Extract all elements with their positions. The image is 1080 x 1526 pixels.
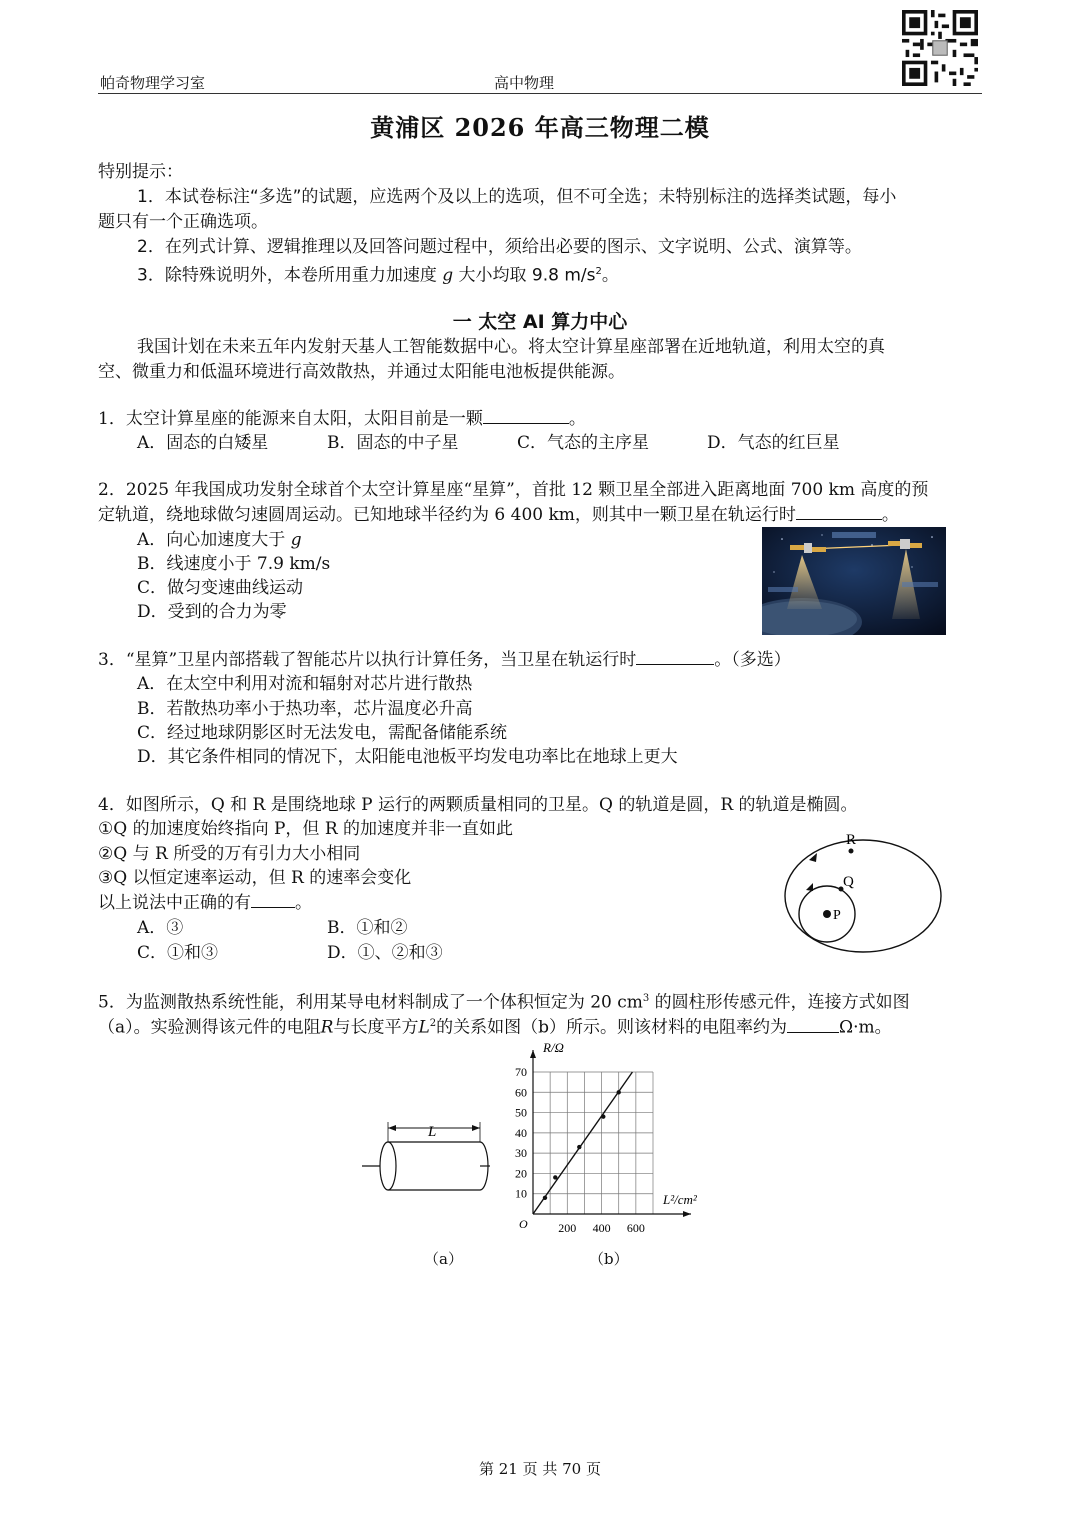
y-tick-label: 60 <box>515 1085 527 1100</box>
q4-statement-3: ③Q 以恒定速率运动，但 R 的速率会变化 <box>98 868 412 888</box>
fig-b-caption: （b） <box>589 1250 629 1268</box>
orbit-diagram <box>775 826 945 956</box>
q4-statement-1: ①Q 的加速度始终指向 P，但 R 的加速度并非一直如此 <box>98 819 514 839</box>
q1-stem: 1．太空计算星座的能源来自太阳，太阳目前是一颗 。 <box>98 409 586 429</box>
q4-statement-2: ②Q 与 R 所受的万有引力大小相同 <box>98 844 361 864</box>
q3-option-d: D．其它条件相同的情况下，太阳能电池板平均发电功率比在地球上更大 <box>137 747 678 767</box>
satellite-illustration <box>762 527 946 635</box>
header-rule <box>98 93 982 94</box>
q4-option-a: A．③ <box>137 918 184 938</box>
q3-option-b: B．若散热功率小于热功率，芯片温度必升高 <box>137 699 473 719</box>
label-p: P <box>833 908 841 923</box>
q2-option-a: A．向心加速度大于 g <box>137 530 302 550</box>
q2-option-d: D．受到的合力为零 <box>137 602 287 622</box>
q4-option-c: C．①和③ <box>137 943 219 963</box>
planet-p <box>823 910 831 918</box>
data-point <box>543 1196 547 1200</box>
notice-item-1a: 1．本试卷标注“多选”的试题，应选两个及以上的选项，但不可全选；未特别标注的选择类试题，每小 <box>137 187 897 207</box>
q4-stem: 4．如图所示，Q 和 R 是围绕地球 P 运行的两颗质量相同的卫星。Q 的轨道是圆，R 的轨道是椭圆。 <box>98 795 858 815</box>
q3-option-c: C．经过地球阴影区时无法发电，需配备储能系统 <box>137 723 508 743</box>
y-axis-arrow <box>530 1050 536 1058</box>
q5-stem-a: 5．为监测散热系统性能，利用某导电材料制成了一个体积恒定为 20 $cm^3$ 的圆柱形传感元件，连接方式如图 <box>98 992 910 1013</box>
header-center: 高中物理 <box>494 74 555 92</box>
notice-item-2: 2．在列式计算、逻辑推理以及回答问题过程中，须给出必要的图示、文字说明、公式、演算等。 <box>137 237 862 257</box>
data-point <box>553 1175 557 1179</box>
page-footer: 第 21 页 共 70 页 <box>478 1460 601 1478</box>
orbit-q-arrow <box>806 883 813 891</box>
x-axis-arrow <box>683 1211 691 1217</box>
x-tick-label: 600 <box>626 1221 645 1235</box>
data-point <box>601 1114 605 1118</box>
y-tick-label: 20 <box>515 1166 527 1181</box>
satellite-r <box>849 849 854 854</box>
y-tick-label: 40 <box>515 1125 527 1140</box>
q1-option-c: C．气态的主序星 <box>517 433 650 453</box>
q2-stem-a: 2．2025 年我国成功发射全球首个太空计算星座“星算”，首批 12 颗卫星全部进入距离地面 700 km 高度的预 <box>98 480 929 500</box>
notice-heading: 特别提示： <box>98 162 183 182</box>
fig-a-caption: （a） <box>424 1250 463 1268</box>
resistance-chart <box>500 1036 730 1242</box>
origin-label: O <box>519 1217 528 1231</box>
q1-option-a: A．固态的白矮星 <box>137 433 269 453</box>
q2-option-b: B．线速度小于 7.9 km/s <box>137 554 331 574</box>
data-point <box>617 1090 621 1094</box>
cylinder-diagram <box>360 1118 490 1194</box>
q5-stem-b: （a）。实验测得该元件的电阻R与长度平方$L^2$的关系如图（b）所示。则该材料的电阻率约为 Ω·m。 <box>98 1017 892 1038</box>
header-left: 帕奇物理学习室 <box>100 74 206 92</box>
page-title: 黄浦区 2026 年高三物理二模 <box>370 113 710 142</box>
q3-option-a: A．在太空中利用对流和辐射对芯片进行散热 <box>137 674 473 694</box>
label-r: R <box>846 832 857 848</box>
q1-option-d: D．气态的红巨星 <box>707 433 840 453</box>
q1-option-b: B．固态的中子星 <box>327 433 459 453</box>
y-tick-label: 70 <box>515 1065 527 1079</box>
x-axis-label: L²/cm² <box>663 1192 697 1207</box>
y-axis-label: R/Ω <box>543 1040 564 1055</box>
y-tick-label: 10 <box>515 1186 527 1201</box>
x-tick-label: 400 <box>592 1221 611 1235</box>
q2-stem-b: 定轨道，绕地球做匀速圆周运动。已知地球半径约为 6 400 km，则其中一颗卫星在轨运行时 。 <box>98 505 899 525</box>
notice-item-3: 3．除特殊说明外，本卷所用重力加速度 g 大小均取 9.8 $m/s^2$。 <box>137 265 619 286</box>
x-tick-label: 200 <box>558 1221 577 1235</box>
section-intro-b: 空、微重力和低温环境进行高效散热，并通过太阳能电池板提供能源。 <box>98 362 625 382</box>
notice-item-1b: 题只有一个正确选项。 <box>98 212 268 232</box>
section-title: 一 太空 AI 算力中心 <box>452 311 628 333</box>
data-point <box>577 1145 581 1149</box>
q3-stem: 3．“星算”卫星内部搭载了智能芯片以执行计算任务，当卫星在轨运行时 。（多选） <box>98 650 791 670</box>
q2-option-c: C．做匀变速曲线运动 <box>137 578 304 598</box>
q4-option-b: B．①和② <box>327 918 408 938</box>
y-tick-label: 50 <box>515 1105 527 1120</box>
q4-option-d: D．①、②和③ <box>327 943 443 963</box>
section-intro-a: 我国计划在未来五年内发射天基人工智能数据中心。将太空计算星座部署在近地轨道，利用太空的真 <box>137 337 885 357</box>
label-q: Q <box>843 874 854 890</box>
q4-ask: 以上说法中正确的有 。 <box>98 893 312 913</box>
cylinder-length-label: L <box>428 1124 437 1140</box>
y-tick-label: 30 <box>515 1146 527 1161</box>
qr-code <box>902 10 978 86</box>
